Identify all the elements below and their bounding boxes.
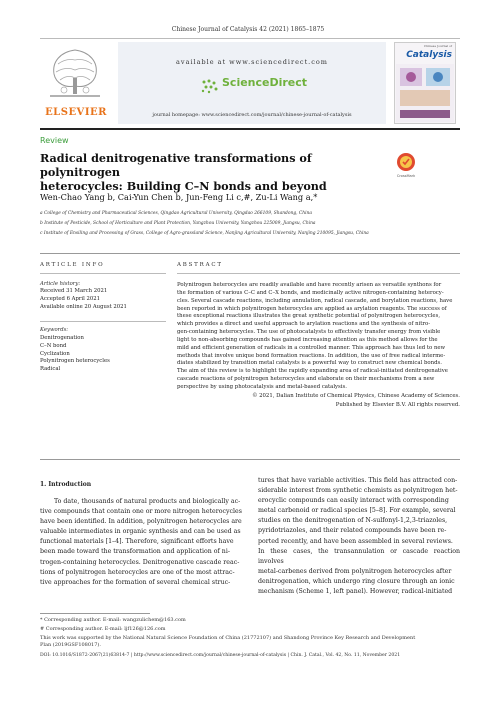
header-rule: [40, 38, 460, 39]
article-title-line-1: Radical denitrogenative transformations of polynitrogen: [40, 151, 312, 179]
cover-subtitle: Chinese Journal of: [423, 44, 452, 48]
paragraph-line: metal-carbenes derived from polynitrogen heterocycles after: [258, 567, 452, 575]
affiliation-a: a College of Chemistry and Pharmaceutical Sciences, Qingdao Agricultural University, Qingdao 266109, Shandong, China: [40, 211, 312, 216]
abstract-line: been reported in which polynitrogen heterocycles are applied as arylation reagents. The success of: [177, 305, 447, 312]
keyword-item: Polynitrogen heterocycles: [40, 358, 110, 365]
paragraph-line: In these cases, the transannulation or cascade reaction involves: [258, 547, 460, 565]
abstract-line: Polynitrogen heterocycles are readily available and have recently arisen as versatile synthons for: [177, 282, 442, 288]
journal-homepage[interactable]: journal homepage: www.sciencedirect.com/journal/chinese-journal-of-catalysis: [152, 112, 352, 118]
article-type: Review: [40, 136, 69, 145]
funding-line-1: This work was supported by the National Natural Science Foundation of China (21772107) and Shandong Province Key Research and Development: [40, 635, 416, 641]
doi-line[interactable]: DOI: 10.1016/S1872-2067(21)63814-7 | http://www.sciencedirect.com/journal/chinese-journal-of-catalysis | Chin. J. Catal., Vol. 42, No. 11, November 2021: [40, 653, 401, 658]
cover-title: Catalysis: [406, 50, 452, 60]
elsevier-tree-icon: [46, 44, 104, 100]
cover-artwork: [396, 64, 454, 122]
section-rule: [40, 253, 460, 254]
paragraph-line: valuable intermediates in organic synthesis and can be used as: [40, 528, 241, 536]
abstract-line: mild and efficient generation of radicals in a controlled manner. This approach has thus led to new: [177, 344, 446, 351]
history-label: Article history:: [40, 281, 81, 287]
header-thick-rule: [40, 128, 460, 130]
keyword-item: Cyclization: [40, 350, 70, 357]
keyword-item: C–N bond: [40, 342, 67, 349]
abstract-heading: ABSTRACT: [177, 262, 223, 268]
abstract-line: perspective by using photocatalysis and metal-based catalysis.: [177, 383, 347, 390]
right-column: [258, 476, 460, 597]
affiliation-c: c Institute of Ensiling and Processing of Grass, College of Agro-grassland Science, Nanjing Agricultural University, Nanjing 210095, Jiangsu, China: [40, 231, 369, 236]
abstract-line: The aim of this review is to highlight the rapidly expanding area of radical-initiated denitrogenative: [177, 368, 448, 375]
paragraph-line: studies on the denitrogenation of N-sulfonyl-1,2,3-triazoles,: [258, 517, 448, 525]
history-list: [40, 288, 127, 311]
article-info-heading: ARTICLE INFO: [40, 262, 105, 268]
sciencedirect-logo: ScienceDirect: [222, 76, 308, 89]
article-info-rule: [40, 273, 166, 274]
abstract-line: light to non-absorbing compounds has gained increasing attention as this method allows for the: [177, 336, 438, 343]
paragraph-line: functional materials [1–4]. Therefore, significant efforts have: [40, 538, 234, 546]
affiliation-b: b Institute of Pesticide, School of Horticulture and Plant Protection, Yangzhou University, Yangzhou 225009, Jiangsu, China: [40, 221, 316, 226]
paragraph-line: mechanism (Scheme 1, left panel). However, radical-initiated: [258, 588, 453, 596]
article-title-line-2: heterocycles: Building C–N bonds and beyond: [40, 179, 327, 193]
abstract-rule: [177, 273, 460, 274]
keywords-label: Keywords:: [40, 327, 69, 333]
paragraph-line: tive approaches for the formation of several chemical struc-: [40, 578, 231, 586]
keyword-item: Radical: [40, 366, 61, 373]
history-online: Available online 20 August 2021: [40, 303, 127, 310]
abstract-line: cles. Several cascade reactions, including annulation, radical cascade, and borylation reactions, have: [177, 297, 453, 304]
publisher-line: Published by Elsevier B.V. All rights reserved.: [335, 402, 460, 408]
abstract-body: [177, 282, 460, 392]
abstract-line: which provides a direct and useful approach to arylation reactions and the synthesis of nitro-: [177, 321, 431, 328]
paragraph-line: siderable interest from synthetic chemists as polynitrogen het-: [258, 487, 458, 495]
paragraph-line: have been identified. In addition, polynitrogen heterocycles are: [40, 518, 242, 526]
abstract-line: the formation of various C–C and C–X bonds, and medicinally active nitrogen-containing heterocy-: [177, 289, 444, 296]
body-rule: [40, 459, 460, 460]
article-title: [40, 151, 380, 193]
keywords-rule: [40, 321, 166, 322]
paragraph-line: tures that have variable activities. This field has attracted con-: [258, 477, 458, 484]
copyright-line: © 2021, Dalian Institute of Chemical Physics, Chinese Academy of Sciences.: [252, 393, 460, 399]
paragraph-line: ported recently, and have been assembled in several reviews.: [258, 537, 453, 545]
journal-citation-line: Chinese Journal of Catalysis 42 (2021) 1865–1875: [171, 26, 325, 33]
left-column: [40, 497, 246, 588]
abstract-line: these exceptional reactions illustrates the great synthetic potential of polynitrogen heterocycles,: [177, 313, 441, 320]
introduction-heading: 1. Introduction: [40, 481, 92, 488]
paragraph-line: trogen-containing heterocycles. Denitrogenative cascade reac-: [40, 558, 240, 566]
abstract-line: gen-containing heterocycles. The use of photocatalysts to effectively transfer energy from visible: [177, 329, 441, 336]
paragraph-line: erocyclic compounds can easily interact with corresponding: [258, 497, 449, 505]
keyword-item: Denitrogenation: [40, 335, 84, 341]
footnote-funding: [40, 635, 460, 650]
crossmark-label: CrossMark: [396, 174, 416, 178]
available-at-text: available at www.sciencedirect.com: [176, 58, 328, 66]
history-accepted: Accepted 6 April 2021: [40, 295, 100, 302]
abstract-line: diates stabilized by transition metal catalysts is a powerful way to construct new chemical bonds.: [177, 360, 442, 367]
paragraph-line: To date, thousands of natural products and biologically ac-: [54, 498, 241, 505]
author-list: Wen-Chao Yang b, Cai-Yun Chen b, Jun-Feng Li c,#, Zu-Li Wang a,*: [40, 192, 318, 202]
elsevier-wordmark: ELSEVIER: [45, 107, 107, 118]
funding-line-2: Plan (2019GSF108017).: [40, 642, 101, 649]
abstract-line: methods that involve unique bond formation reactions. In addition, the use of free radical interme-: [177, 352, 446, 359]
history-received: Received 31 March 2021: [40, 288, 108, 294]
keyword-list: [40, 335, 110, 374]
paragraph-line: denitrogenation, which undergo ring closure through an ionic: [258, 577, 455, 585]
paragraph-line: tive compounds that contain one or more nitrogen heterocycles: [40, 508, 242, 516]
abstract-line: cascade reactions of polynitrogen heterocycles and elaborate on their mechanisms from a new: [177, 376, 435, 383]
footnote-corresponding-2: # Corresponding author. E-mail: ljf126@126.com: [40, 626, 166, 632]
footnote-corresponding-1: * Corresponding author. E-mail: wangzulichem@163.com: [40, 617, 186, 623]
paragraph-line: metal carbenoid or radical species [5–8]. For example, several: [258, 507, 456, 515]
paragraph-line: pyridotriazoles, and their related compounds have been re-: [258, 527, 447, 535]
footnote-rule: [40, 613, 150, 614]
sciencedirect-dots-icon: [200, 78, 220, 94]
paragraph-line: tions of polynitrogen heterocycles are one of the most attrac-: [40, 568, 235, 576]
paragraph-line: been made toward the transformation and application of ni-: [40, 548, 230, 556]
